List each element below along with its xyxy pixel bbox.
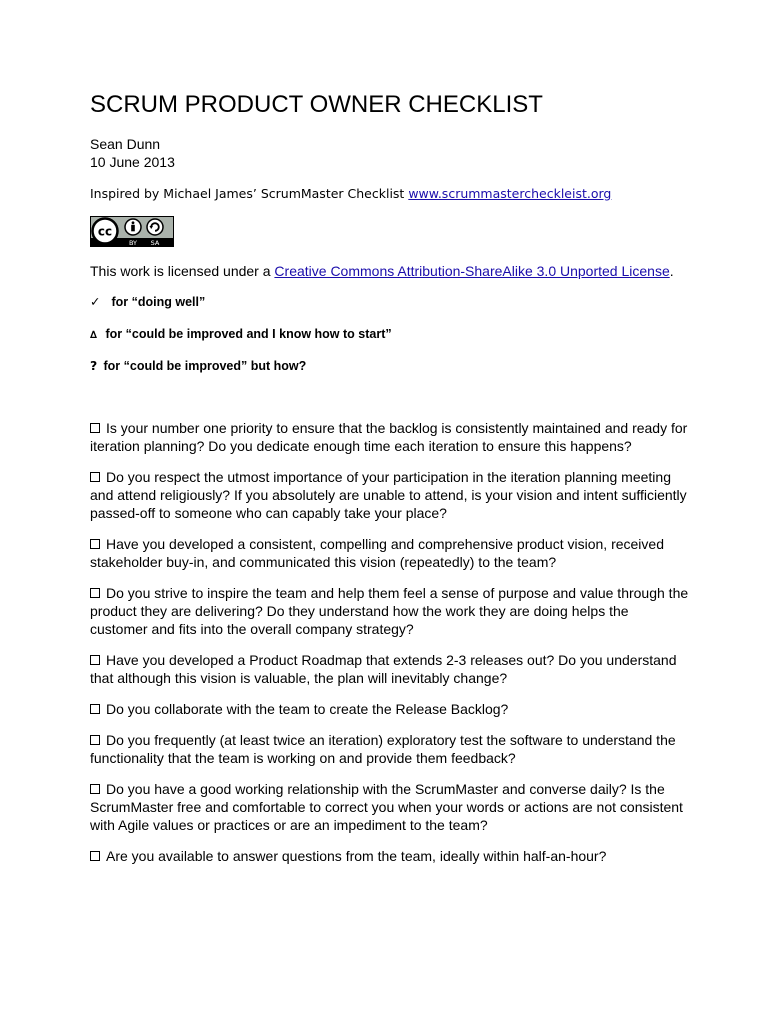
legend-could-improve-know-how bbox=[90, 326, 392, 344]
license-suffix: . bbox=[669, 263, 674, 279]
checkbox[interactable] bbox=[90, 851, 100, 861]
cc-by-sa-license-badge[interactable] bbox=[90, 216, 174, 247]
creative-commons-license-link[interactable]: Creative Commons Attribution-ShareAlike 3.0 Unported License bbox=[274, 263, 670, 279]
checklist-item-text: Do you frequently (at least twice an iteration) exploratory test the software to understand the functionality that the team is working on and provide them feedback? bbox=[90, 732, 676, 766]
legend-could-improve-how bbox=[90, 358, 306, 374]
inspired-text: Inspired by Michael James’ ScrumMaster Checklist bbox=[90, 186, 409, 201]
checklist-item bbox=[90, 700, 690, 718]
legend-text: for “could be improved” but how? bbox=[103, 359, 307, 373]
checklist-item bbox=[90, 731, 690, 767]
checklist-item bbox=[90, 651, 690, 687]
document-date: 10 June 2013 bbox=[90, 154, 175, 170]
scrummaster-checklist-link[interactable]: www.scrummastercheckleist.org bbox=[408, 186, 612, 201]
checklist-item-text: Have you developed a consistent, compelling and comprehensive product vision, received stakeholder buy-in, and communicated this vision (repeatedly) to the team? bbox=[90, 536, 664, 570]
checklist-item-text: Have you developed a Product Roadmap that extends 2-3 releases out? Do you understand that although this vision is valuable, the plan will inevitably change? bbox=[90, 652, 677, 686]
checkbox[interactable] bbox=[90, 588, 100, 598]
by-label: BY bbox=[128, 239, 138, 247]
checklist-item bbox=[90, 535, 690, 571]
delta-icon: ∆ bbox=[90, 330, 97, 341]
question-mark-icon: ? bbox=[90, 358, 98, 373]
checkbox[interactable] bbox=[90, 704, 100, 714]
checkbox[interactable] bbox=[90, 784, 100, 794]
legend-text: for “doing well” bbox=[111, 295, 206, 309]
checkbox[interactable] bbox=[90, 423, 100, 433]
checklist-item-text: Is your number one priority to ensure that the backlog is consistently maintained and ready for iteration planning? Do you dedicate enough time each iteration to ensure this happens? bbox=[90, 420, 688, 454]
checklist-item bbox=[90, 419, 690, 455]
legend-doing-well bbox=[90, 294, 205, 310]
checklist-item-text: Are you available to answer questions from the team, ideally within half-an-hour? bbox=[106, 848, 607, 864]
checklist bbox=[90, 419, 690, 878]
checkbox[interactable] bbox=[90, 655, 100, 665]
checklist-item-text: Do you have a good working relationship with the ScrumMaster and converse daily? Is the ScrumMaster free and comfortable to correct you when your words or actions are not consistent with Agile values or practices or are an impediment to the team? bbox=[90, 781, 683, 833]
author-name: Sean Dunn bbox=[90, 136, 161, 152]
sa-label: SA bbox=[150, 239, 160, 247]
inspired-line bbox=[90, 185, 611, 203]
share-alike-icon bbox=[147, 219, 163, 235]
checkmark-icon: ✓ bbox=[90, 294, 101, 309]
cc-icon-label: cc bbox=[97, 224, 113, 239]
checklist-item bbox=[90, 584, 690, 638]
checkbox[interactable] bbox=[90, 735, 100, 745]
page-title: SCRUM PRODUCT OWNER CHECKLIST bbox=[90, 91, 543, 118]
checklist-item bbox=[90, 468, 690, 522]
legend-text: for “could be improved and I know how to start” bbox=[105, 327, 392, 341]
checkbox[interactable] bbox=[90, 472, 100, 482]
checklist-item-text: Do you respect the utmost importance of your participation in the iteration planning meeting and attend religiously? If you absolutely are unable to attend, is your vision and intent sufficiently passed-off to someone who can capably take your place? bbox=[90, 469, 687, 521]
checklist-item bbox=[90, 847, 690, 865]
checklist-item-text: Do you strive to inspire the team and help them feel a sense of purpose and value through the product they are delivering? Do they understand how the work they are doing helps the customer and fits into the overall company strategy? bbox=[90, 585, 689, 637]
checkbox[interactable] bbox=[90, 539, 100, 549]
checklist-item bbox=[90, 780, 690, 834]
license-prefix: This work is licensed under a bbox=[90, 263, 275, 279]
license-line bbox=[90, 262, 674, 280]
checklist-item-text: Do you collaborate with the team to create the Release Backlog? bbox=[106, 701, 509, 717]
